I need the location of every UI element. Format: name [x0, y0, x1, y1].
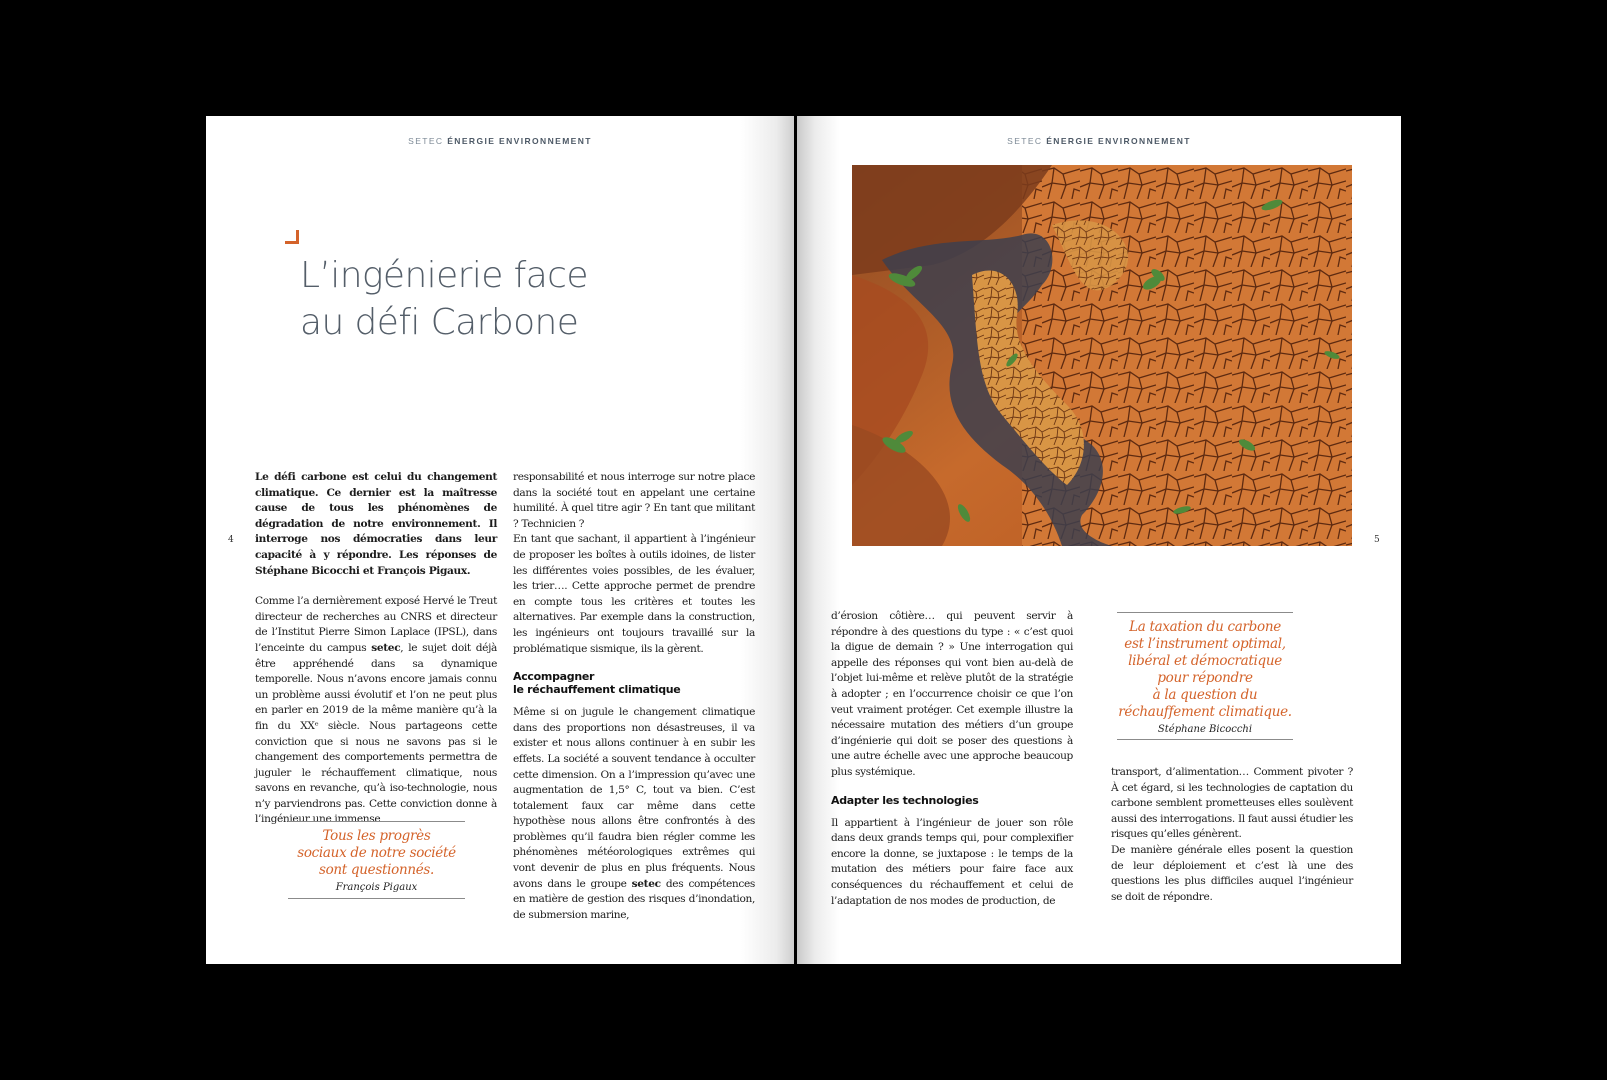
- corner-mark-icon: [285, 230, 299, 244]
- body-paragraph: Il appartient à l’ingénieur de jouer son rôle dans deux grands temps qui, pour complexifier encore la donne, se juxtapose : le temps de la mutation des métiers pour faire face aux conséquences du réchauffement et celui de l’adaptation de nos modes de production, de: [831, 816, 1073, 907]
- body-paragraph: Comme l’a dernièrement exposé Hervé le Treut directeur de recherches au CNRS et directeur de l’Institut Pierre Simon Laplace (IPSL), dans l’enceinte du campus setec, le sujet doit déjà être appréhendé dans sa dynamique temporelle. Nous n’avons encore jamais connu un problème aussi évolutif et l’on ne peut plus en parler en 2019 de la même manière qu’à la fin du XXᵉ siècle. Nous partageons cette conviction que si nous ne savons pas si le changement des comportements permettra de juguler le réchauffement climatique, nous savons en revanche, qu’à iso-technologie, nous n’y parviendrons pas. Cette conviction donne à l’ingénieur une immense: [255, 595, 497, 826]
- left-column-1: [255, 470, 497, 828]
- right-column-2: [1111, 765, 1353, 905]
- running-head: SETEC ÉNERGIE ENVIRONNEMENT: [1007, 136, 1191, 146]
- cracked-earth-photo: [852, 165, 1352, 546]
- left-page: [206, 116, 794, 964]
- body-paragraph: De manière générale elles posent la question de leur déploiement et c’est là une des questions les plus difficiles auquel l’ingénieur se doit de répondre.: [1111, 843, 1353, 903]
- pullquote: [288, 821, 465, 899]
- section-heading: Adapter les technologies: [831, 793, 979, 807]
- pullquote-author: Stéphane Bicocchi: [1157, 724, 1253, 735]
- pullquote-text: La taxation du carbone est l’instrument optimal, libéral et démocratique pour répondre à la question du réchauffement climatique.: [1118, 619, 1292, 720]
- page-number: 5: [1374, 535, 1380, 545]
- body-paragraph: responsabilité et nous interroge sur notre place dans la société tout en appelant une certaine humilité. À quel titre agir ? En tant que militant ? Technicien ?: [513, 471, 755, 530]
- page-number: 4: [228, 535, 234, 545]
- brand-name: setec: [371, 641, 401, 654]
- right-page: [797, 116, 1401, 964]
- lead-paragraph: Le défi carbone est celui du changement climatique. Ce dernier est la maîtresse cause de tous les phénomènes de dégradation de notre environnement. Il interroge nos démocraties dans leur capacité à y répondre. Les réponses de Stéphane Bicocchi et François Pigaux.: [255, 471, 497, 577]
- body-paragraph: transport, d’alimentation… Comment pivoter ? À cet égard, si les technologies de captation du carbone semblent prometteuses elles soulèvent aussi des interrogations. Il faut aussi étudier les risques qu’elles génèrent.: [1111, 766, 1353, 841]
- section-heading: Accompagner le réchauffement climatique: [513, 670, 681, 697]
- body-paragraph: Même si on jugule le changement climatique dans des proportions non désastreuses, il va exister et nous allons continuer à en subir les effets. La société a souvent tendance à occulter cette dimension. On a l’impression qu’avec une augmentation de 1,5° C, tout va bien. C’est totalement faux car même dans cette hypothèse nous allons être confrontés à des problèmes qu’il faudra bien régler comme les phénomènes météorologiques extrêmes qui vont devenir de plus en plus fréquents. Nous avons dans le groupe setec des compétences en matière de gestion des risques d’inondation, de submersion marine,: [513, 706, 755, 921]
- pullquote-text: Tous les progrès sociaux de notre société sont questionnés.: [297, 828, 456, 878]
- pullquote-author: François Pigaux: [335, 882, 418, 893]
- brand-name: setec: [631, 877, 661, 890]
- photo-illustration: [852, 165, 1352, 546]
- pullquote: [1117, 612, 1293, 740]
- right-column-1: [831, 609, 1073, 909]
- body-paragraph: En tant que sachant, il appartient à l’ingénieur de proposer les boîtes à outils idoines, de lister les différentes voies possibles, de les évaluer, les trier…. Cette approche permet de prendre en compte tous les critères et toutes les alternatives. Par exemple dans la construction, les ingénieurs ont toujours travaillé sur la problématique sismique, ils la gèrent.: [513, 533, 755, 655]
- left-column-2: [513, 470, 755, 923]
- body-paragraph: d’érosion côtière… qui peuvent servir à répondre à des questions du type : « c’est quoi la digue de demain ? » Une interrogation qui appelle des réponses qui vont bien au-delà de l’objet lui-même et relève plutôt de la stratégie à adopter ; en l’occurrence choisir ce que l’on veut vraiment protéger. Cet exemple illustre la nécessaire mutation des métiers d’un groupe d’ingénierie qui doit se poser des questions à une autre échelle avec une approche beaucoup plus systémique.: [831, 610, 1073, 778]
- running-head: SETEC ÉNERGIE ENVIRONNEMENT: [408, 136, 592, 146]
- article-title: L’ingénierie face au défi Carbone: [300, 255, 588, 343]
